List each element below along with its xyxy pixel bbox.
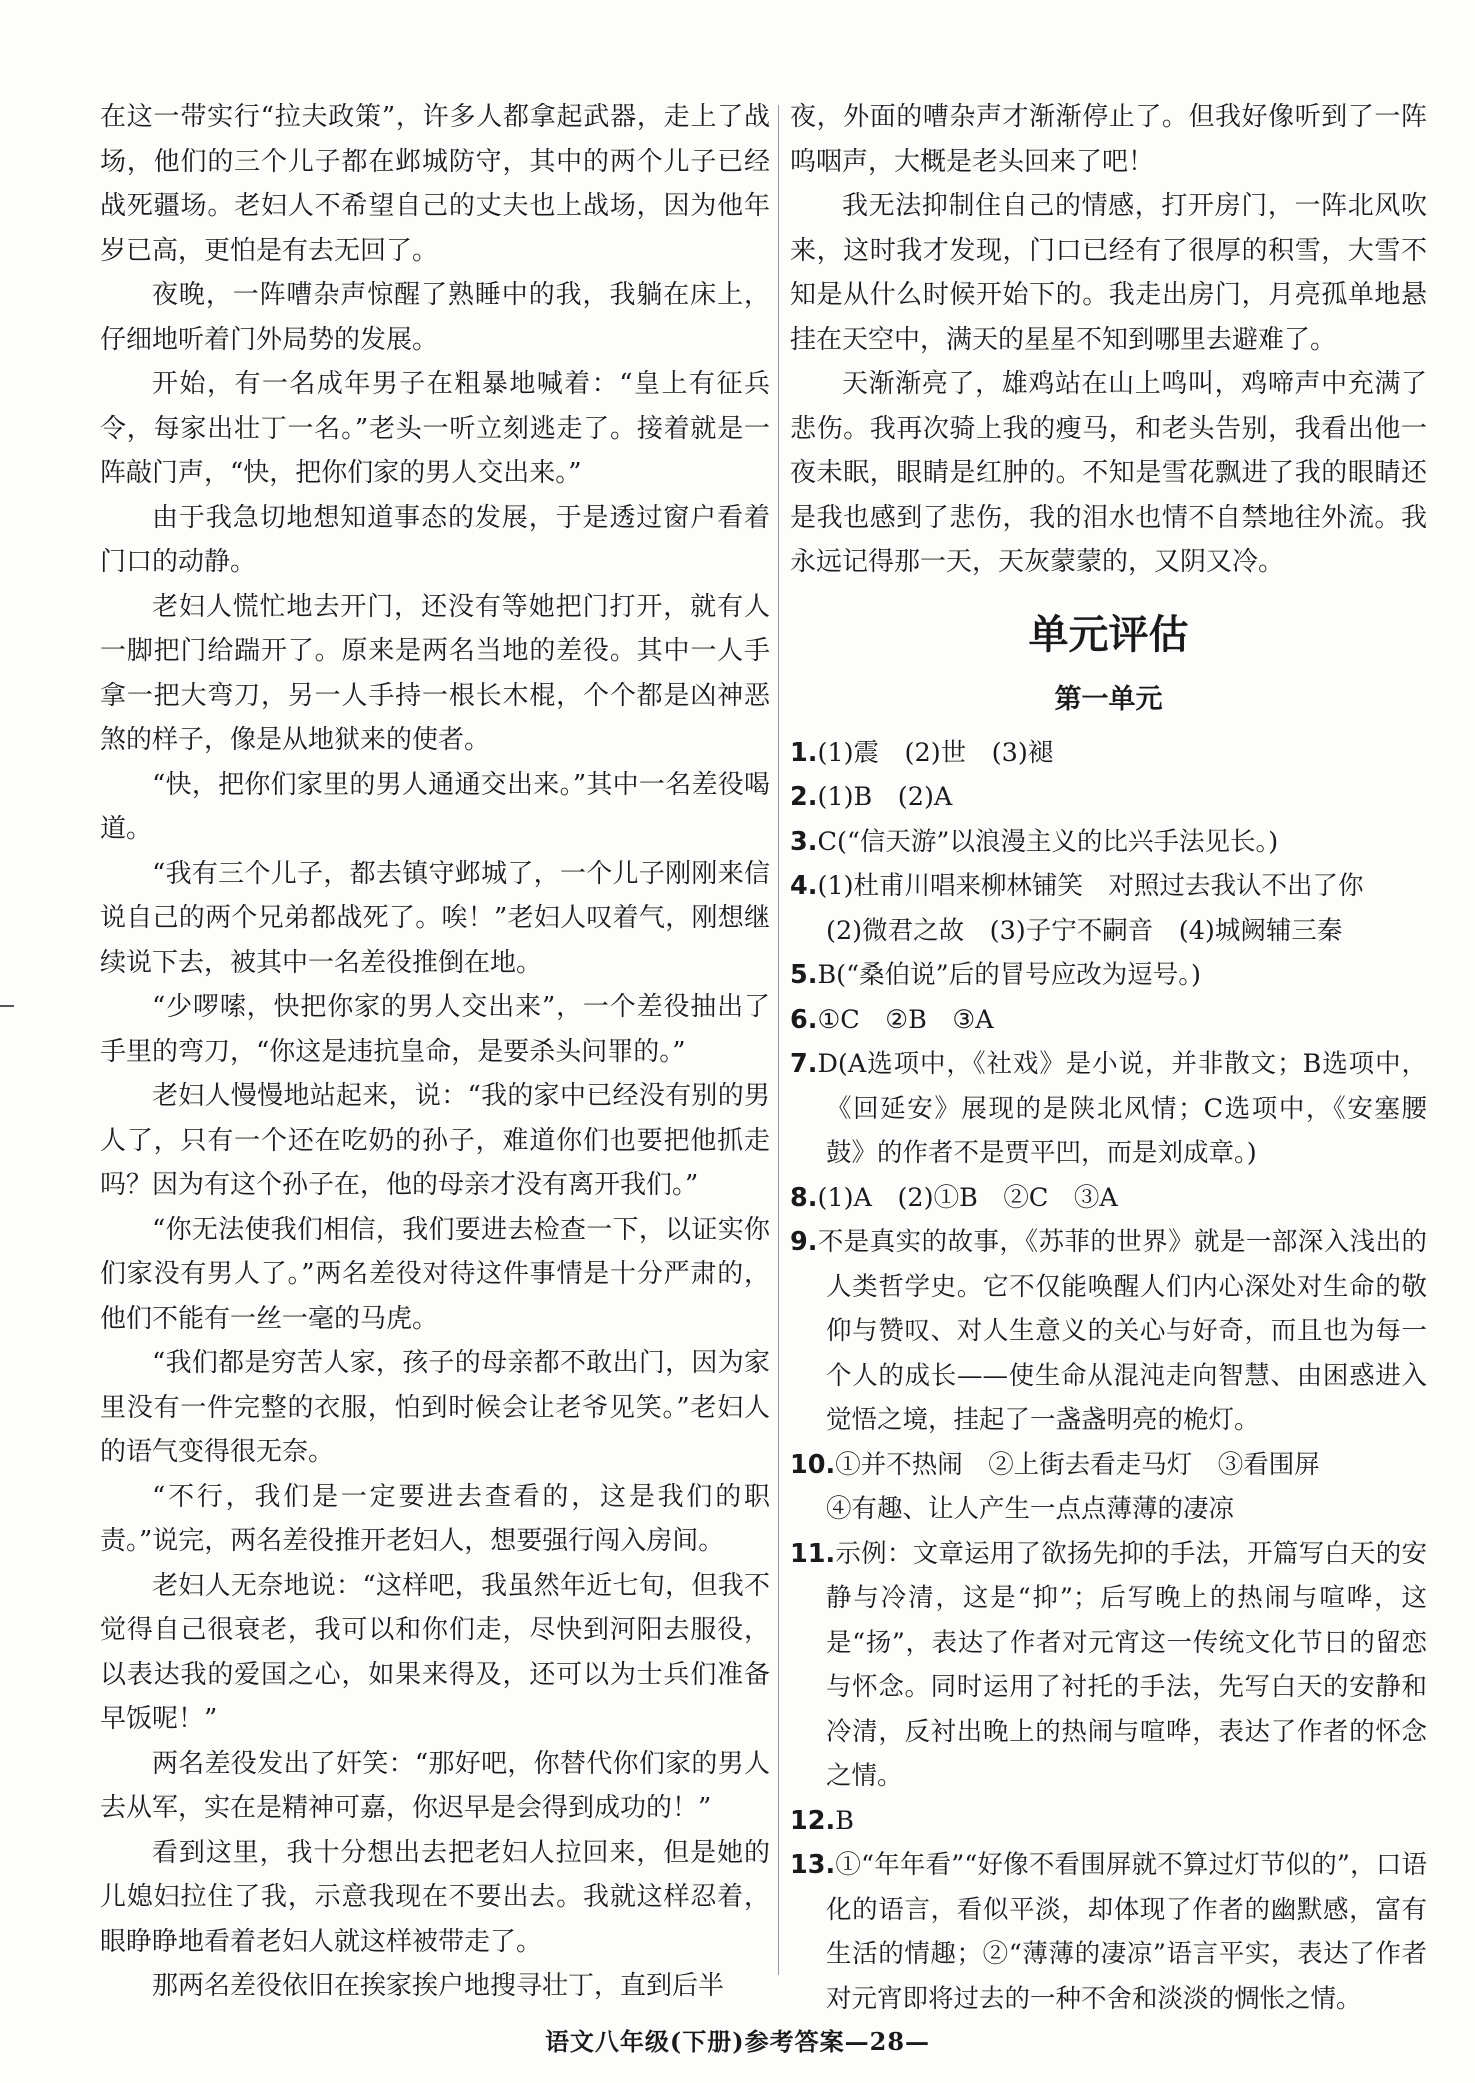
margin-mark [0, 1005, 14, 1007]
section-title: 单元评估 [1028, 611, 1189, 658]
story-paragraph: 夜晚，一阵嘈杂声惊醒了熟睡中的我，我躺在床上，仔细地听着门外局势的发展。 [100, 280, 770, 355]
answer-number: 9. [790, 1227, 818, 1257]
answer-number: 12. [790, 1805, 836, 1836]
left-column [100, 95, 770, 2009]
answer-number: 3. [790, 826, 818, 857]
story-paragraph: “快，把你们家里的男人通通交出来。”其中一名差役喝道。 [100, 769, 770, 844]
answer-number: 8. [790, 1182, 818, 1213]
column-divider [778, 105, 779, 1975]
story-paragraph: 看到这里，我十分想出去把老妇人拉回来，但是她的儿媳妇拉住了我，示意我现在不要出去。我就这样忍着，眼睁睁地看着老妇人就这样被带走了。 [100, 1837, 770, 1957]
answer-continuation: ④有趣、让人产生一点点薄薄的凄凉 [826, 1494, 1235, 1524]
answer-text: 示例：文章运用了欲扬先抑的手法，开篇写白天的安静与冷清，这是“抑”；后写晚上的热闹与喧哗，这是“扬”，表达了作者对元宵这一传统文化节日的留恋与怀念。同时运用了衬托的手法，先写白天的安静和冷清，反衬出晚上的热闹与喧哗，表达了作者的怀念之情。 [826, 1538, 1427, 1791]
answer-text: B [835, 1805, 854, 1836]
answer-list [790, 731, 1427, 2022]
answer-item [790, 998, 1427, 1043]
answer-number: 13. [790, 1850, 836, 1880]
story-paragraph: 在这一带实行“拉夫政策”，许多人都拿起武器，走上了战场，他们的三个儿子都在邺城防守，其中的两个儿子已经战死疆场。老妇人不希望自己的丈夫也上战场，因为他年岁已高，更怕是有去无回了。 [100, 102, 770, 266]
story-paragraph: 由于我急切地想知道事态的发展，于是透过窗户看着门口的动静。 [100, 502, 770, 577]
story-paragraph: 天渐渐亮了，雄鸡站在山上鸣叫，鸡啼声中充满了悲伤。我再次骑上我的瘦马，和老头告别，我看出他一夜未眠，眼睛是红肿的。不知是雪花飘进了我的眼睛还是我也感到了悲伤，我的泪水也情不自禁地往外流。我永远记得那一天，天灰蒙蒙的，又阴又冷。 [790, 369, 1427, 577]
answer-item [790, 1843, 1427, 2021]
answer-text: B(“桑伯说”后的冒号应改为逗号。) [817, 960, 1201, 990]
answer-item [790, 1532, 1427, 1799]
answer-text: ①C ②B ③A [817, 1004, 994, 1035]
page-footer: 语文八年级(下册)参考答案—28— [544, 2027, 931, 2056]
answer-number: 1. [790, 737, 818, 768]
answer-text: C(“信天游”以浪漫主义的比兴手法见长。) [817, 826, 1279, 857]
story-paragraph: 老妇人无奈地说：“这样吧，我虽然年近七旬，但我不觉得自己很衰老，我可以和你们走，尽快到河阳去服役，以表达我的爱国之心，如果来得及，还可以为士兵们准备早饭呢！” [100, 1570, 770, 1734]
answer-item [790, 953, 1427, 998]
answer-item [790, 1220, 1427, 1443]
answer-number: 7. [790, 1049, 818, 1079]
story-paragraph: 开始，有一名成年男子在粗暴地喊着：“皇上有征兵令，每家出壮丁一名。”老头一听立刻逃走了。接着就是一阵敲门声，“快，把你们家的男人交出来。” [100, 369, 770, 488]
answer-continuation: (2)微君之故 (3)子宁不嗣音 (4)城阙辅三秦 [826, 915, 1343, 946]
answer-number: 5. [790, 960, 818, 990]
answer-item [790, 1799, 1427, 1844]
story-paragraph: 那两名差役依旧在挨家挨户地搜寻壮丁，直到后半 [152, 1971, 725, 2001]
answer-item [790, 1443, 1427, 1488]
answer-text: (1)杜甫川唱来柳林铺笑 对照过去我认不出了你 [817, 871, 1364, 901]
answer-number: 10. [790, 1449, 836, 1480]
answer-item [790, 1042, 1427, 1176]
story-paragraph: “我有三个儿子，都去镇守邺城了，一个儿子刚刚来信说自己的两个兄弟都战死了。唉！”老妇人叹着气，刚想继续说下去，被其中一名差役推倒在地。 [100, 858, 770, 978]
story-paragraph: “少啰嗦，快把你家的男人交出来”，一个差役抽出了手里的弯刀，“你这是违抗皇命，是要杀头问罪的。” [100, 992, 770, 1067]
story-paragraph: 老妇人慌忙地去开门，还没有等她把门打开，就有人一脚把门给踹开了。原来是两名当地的差役。其中一人手拿一把大弯刀，另一人手持一根长木棍，个个都是凶神恶煞的样子，像是从地狱来的使者。 [100, 591, 770, 755]
answer-item [790, 775, 1427, 820]
answer-text: (1)A (2)①B ②C ③A [817, 1182, 1118, 1213]
story-paragraph: 夜，外面的嘈杂声才渐渐停止了。但我好像听到了一阵呜咽声，大概是老头回来了吧！ [790, 102, 1427, 177]
answer-text: ①并不热闹 ②上街去看走马灯 ③看围屏 [835, 1449, 1320, 1480]
story-paragraph: “你无法使我们相信，我们要进去检查一下，以证实你们家没有男人了。”两名差役对待这件事情是十分严肃的，他们不能有一丝一毫的马虎。 [100, 1214, 770, 1334]
answer-number: 4. [790, 871, 818, 901]
answer-number: 11. [790, 1538, 836, 1569]
answer-text: (1)震 (2)世 (3)褪 [817, 737, 1054, 768]
answer-number: 6. [790, 1004, 818, 1035]
answer-item [790, 864, 1427, 909]
answer-item [790, 1176, 1427, 1221]
answer-text: ①“年年看”“好像不看围屏就不算过灯节似的”，口语化的语言，看似平淡，却体现了作者的幽默感，富有生活的情趣；②“薄薄的凄凉”语言平实，表达了作者对元宵即将过去的一种不舍和淡淡的惆怅之情。 [826, 1850, 1427, 2014]
story-paragraph: 老妇人慢慢地站起来，说：“我的家中已经没有别的男人了，只有一个还在吃奶的孙子，难道你们也要把他抓走吗？因为有这个孙子在，他的母亲才没有离开我们。” [100, 1081, 770, 1200]
story-paragraph: 我无法抑制住自己的情感，打开房门，一阵北风吹来，这时我才发现，门口已经有了很厚的积雪，大雪不知是从什么时候开始下的。我走出房门，月亮孤单地悬挂在天空中，满天的星星不知到哪里去避难了。 [790, 191, 1427, 355]
answer-item [790, 820, 1427, 865]
story-paragraph: “不行，我们是一定要进去查看的，这是我们的职责。”说完，两名差役推开老妇人，想要强行闯入房间。 [100, 1481, 770, 1556]
right-column [790, 95, 1427, 2021]
answer-text: D(A选项中，《社戏》是小说，并非散文；B选项中，《回延安》展现的是陕北风情；C选项中，《安塞腰鼓》的作者不是贾平凹，而是刘成章。) [817, 1049, 1427, 1168]
answer-text: (1)B (2)A [817, 782, 953, 812]
unit-title: 第一单元 [1054, 683, 1163, 715]
story-paragraph: 两名差役发出了奸笑：“那好吧，你替代你们家的男人去从军，实在是精神可嘉，你迟早是会得到成功的！” [100, 1748, 770, 1823]
answer-text: 不是真实的故事，《苏菲的世界》就是一部深入浅出的人类哲学史。它不仅能唤醒人们内心深处对生命的敬仰与赞叹、对人生意义的关心与好奇，而且也为每一个人的成长——使生命从混沌走向智慧、由困惑进入觉悟之境，挂起了一盏盏明亮的桅灯。 [817, 1227, 1427, 1435]
answer-number: 2. [790, 782, 818, 812]
story-paragraph: “我们都是穷苦人家，孩子的母亲都不敢出门，因为家里没有一件完整的衣服，怕到时候会让老爷见笑。”老妇人的语气变得很无奈。 [100, 1348, 770, 1467]
answer-item [790, 731, 1427, 776]
